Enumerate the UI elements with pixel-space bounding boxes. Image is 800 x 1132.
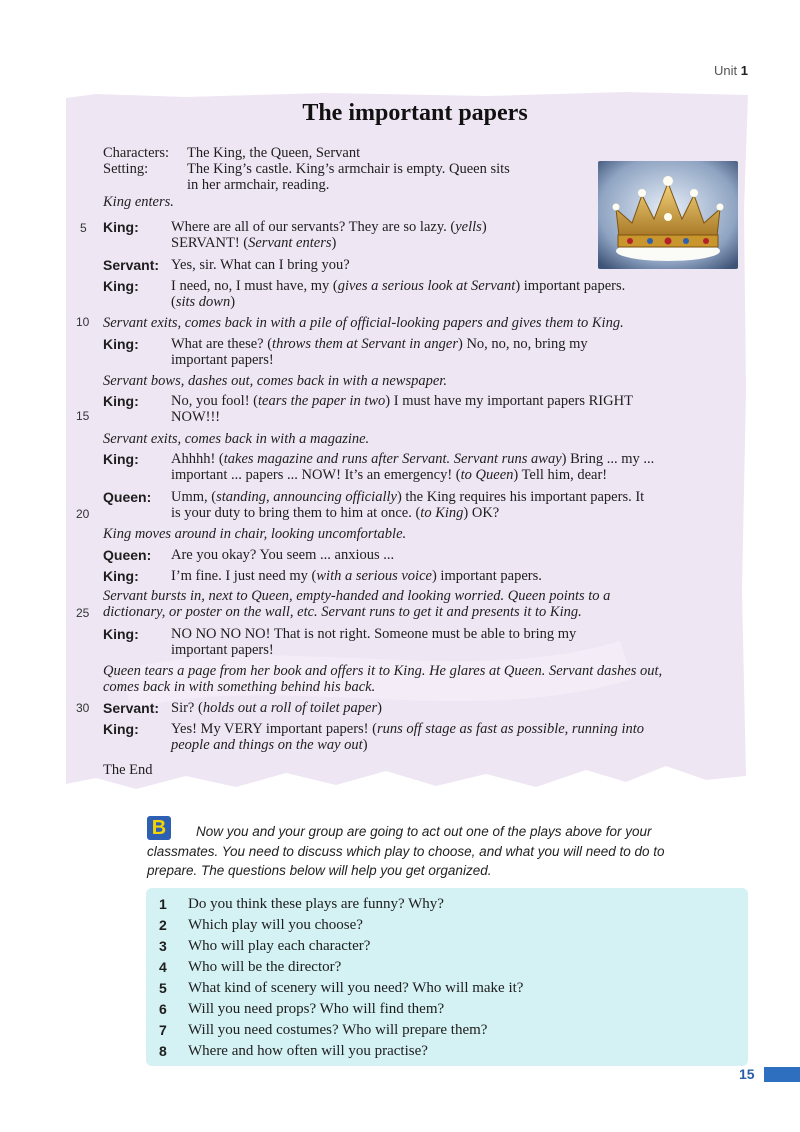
dialogue-line: important papers! xyxy=(171,352,274,368)
question-text: What kind of scenery will you need? Who will make it? xyxy=(188,980,524,996)
dialogue-line: NO NO NO NO! That is not right. Someone must be able to bring my xyxy=(171,626,577,642)
play-title: The important papers xyxy=(302,100,528,126)
dialogue-line: important papers! xyxy=(171,642,274,658)
setting-line-1: The King’s castle. King’s armchair is empty. Queen sits xyxy=(187,161,510,177)
question-number: 3 xyxy=(159,938,167,954)
dialogue-line: I’m fine. I just need my (with a serious voice) important papers. xyxy=(171,568,542,584)
dialogue-line: I need, no, I must have, my (gives a serious look at Servant) important papers. xyxy=(171,278,626,294)
question-number: 6 xyxy=(159,1001,167,1017)
speaker-king: King: xyxy=(103,393,139,409)
dialogue-line: is your duty to bring them to him at once. (to King) OK? xyxy=(171,505,500,521)
dialogue-line: Yes! My VERY important papers! (runs off stage as fast as possible, running into xyxy=(171,721,645,737)
setting-label: Setting: xyxy=(103,161,149,177)
dialogue-line: people and things on the way out) xyxy=(171,737,368,753)
question-text: Will you need costumes? Who will prepare them? xyxy=(188,1022,488,1038)
question-number: 5 xyxy=(159,980,167,996)
speaker-king: King: xyxy=(103,626,139,642)
stage-direction: dictionary, or poster on the wall, etc. Servant runs to get it and presents it to King. xyxy=(103,604,582,620)
setting-line-2: in her armchair, reading. xyxy=(187,177,330,193)
speaker-queen: Queen: xyxy=(103,547,152,563)
page-number: 15 xyxy=(739,1066,755,1082)
dialogue-line: No, you fool! (tears the paper in two) I must have my important papers RIGHT xyxy=(171,393,633,409)
question-number: 2 xyxy=(159,917,167,933)
dialogue-line: Yes, sir. What can I bring you? xyxy=(171,257,350,273)
dialogue-line: Sir? (holds out a roll of toilet paper) xyxy=(171,700,382,716)
stage-direction: Servant bows, dashes out, comes back in with a newspaper. xyxy=(103,373,447,389)
crown-photo xyxy=(598,161,738,269)
unit-header xyxy=(714,63,748,78)
question-number: 7 xyxy=(159,1022,167,1038)
task-instruction: Now you and your group are going to act out one of the plays above for your xyxy=(196,824,652,839)
speaker-king: King: xyxy=(103,568,139,584)
speaker-queen: Queen: xyxy=(103,489,152,505)
characters-value: The King, the Queen, Servant xyxy=(187,145,361,161)
speaker-king: King: xyxy=(103,721,139,737)
task-b-label: B xyxy=(147,816,171,840)
question-number: 4 xyxy=(159,959,167,975)
dialogue-line: Where are all of our servants? They are so lazy. (yells) xyxy=(171,219,487,235)
speaker-king: King: xyxy=(103,336,139,352)
task-instruction: prepare. The questions below will help you get organized. xyxy=(147,863,492,878)
dialogue-line: Ahhhh! (takes magazine and runs after Servant. Servant runs away) Bring ... my ... xyxy=(171,451,655,467)
stage-direction: Queen tears a page from her book and offers it to King. He glares at Queen. Servant dashes out, xyxy=(103,663,663,679)
the-end: The End xyxy=(103,762,153,778)
speaker-servant: Servant: xyxy=(103,700,160,716)
line-number: 5 xyxy=(80,221,87,235)
unit-label: Unit xyxy=(714,63,738,78)
dialogue-line: important ... papers ... NOW! It’s an emergency! (to Queen) Tell him, dear! xyxy=(171,467,608,483)
question-text: Who will be the director? xyxy=(188,959,342,975)
speaker-servant: Servant: xyxy=(103,257,160,273)
question-text: Do you think these plays are funny? Why? xyxy=(188,896,444,912)
question-text: Where and how often will you practise? xyxy=(188,1043,428,1059)
question-text: Who will play each character? xyxy=(188,938,371,954)
task-instruction: classmates. You need to discuss which play to choose, and what you will need to do to xyxy=(147,844,665,859)
line-number: 15 xyxy=(76,409,90,423)
question-text: Which play will you choose? xyxy=(188,917,363,933)
stage-direction: King enters. xyxy=(103,194,174,210)
line-number: 20 xyxy=(76,507,90,521)
dialogue-line: NOW!!! xyxy=(171,409,221,425)
speaker-king: King: xyxy=(103,278,139,294)
stage-direction: Servant exits, comes back in with a pile of official-looking papers and gives them to King. xyxy=(103,315,624,331)
line-number: 25 xyxy=(76,606,90,620)
question-number: 8 xyxy=(159,1043,167,1059)
stage-direction: comes back in with something behind his back. xyxy=(103,679,376,695)
stage-direction: Servant bursts in, next to Queen, empty-handed and looking worried. Queen points to a xyxy=(103,588,611,604)
stage-direction: Servant exits, comes back in with a magazine. xyxy=(103,431,370,447)
characters-label: Characters: xyxy=(103,145,170,161)
dialogue-line: Are you okay? You seem ... anxious ... xyxy=(171,547,395,563)
question-number: 1 xyxy=(159,896,167,912)
unit-number: 1 xyxy=(740,63,748,78)
dialogue-line: SERVANT! (Servant enters) xyxy=(171,235,337,251)
question-text: Will you need props? Who will find them? xyxy=(188,1001,445,1017)
page-number-bar xyxy=(764,1067,800,1082)
line-number: 30 xyxy=(76,701,90,715)
stage-direction: King moves around in chair, looking uncomfortable. xyxy=(103,526,407,542)
dialogue-line: (sits down) xyxy=(171,294,236,310)
line-number: 10 xyxy=(76,315,90,329)
speaker-king: King: xyxy=(103,451,139,467)
dialogue-line: What are these? (throws them at Servant in anger) No, no, no, bring my xyxy=(171,336,588,352)
speaker-king: King: xyxy=(103,219,139,235)
characters-line xyxy=(103,145,361,162)
dialogue-line: Umm, (standing, announcing officially) the King requires his important papers. It xyxy=(171,489,645,505)
